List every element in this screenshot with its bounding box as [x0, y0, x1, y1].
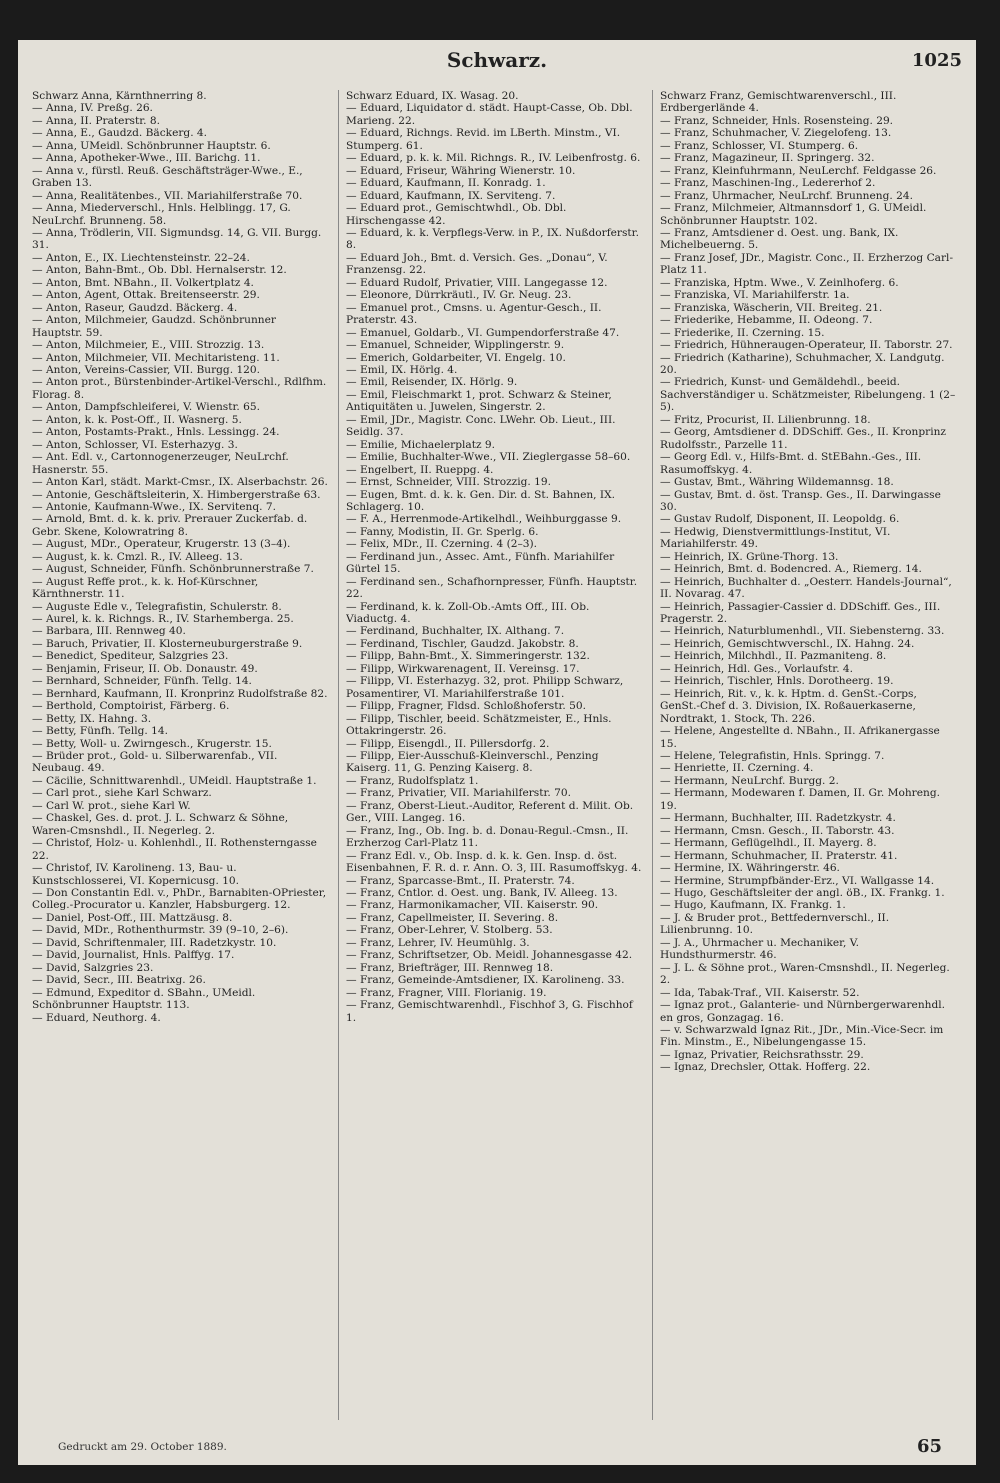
directory-entry: — Franz, Oberst-Lieut.-Auditor, Referent d. Milit. Ob. Ger., VIII. Langeg. 16. [346, 799, 634, 825]
directory-entry: — Franziska, Wäscherin, VII. Breiteg. 21. [660, 301, 883, 314]
directory-entry: — Franz, Ober-Lehrer, V. Stolberg. 53. [346, 924, 553, 937]
directory-entry: — Hermann, Modewaren f. Damen, II. Gr. Mohreng. 19. [660, 787, 940, 812]
directory-entry: — Brüder prot., Gold- u. Silberwarenfab., VII. Neubaug. 49. [32, 750, 278, 775]
directory-entry: — Eduard Rudolf, Privatier, VIII. Langegasse 12. [346, 276, 608, 289]
directory-entry: — Anna, Trödlerin, VII. Sigmundsg. 14, G. VII. Burgg. 31. [32, 226, 322, 252]
directory-entry: — Anna, Miederverschl., Hnls. Helblingg. 17, G. NeuLrchf. Brunneng. 58. [32, 202, 291, 227]
directory-entry: — Anna v., fürstl. Reuß. Geschäftsträger-Wwe., E., Graben 13. [32, 164, 303, 190]
directory-entry: — Bernhard, Schneider, Fünfh. Tellg. 14. [32, 675, 252, 688]
directory-entry: — Emerich, Goldarbeiter, VI. Engelg. 10. [346, 351, 566, 364]
directory-entry: — Franz, Schneider, Hnls. Rosensteing. 29. [660, 114, 894, 127]
directory-entry: — Emanuel, Schneider, Wipplingerstr. 9. [346, 339, 565, 352]
directory-entry: — Filipp, Wirkwarenagent, II. Vereinsg. 17. [346, 662, 580, 675]
directory-entry: — Baruch, Privatier, II. Klosterneuburgerstraße 9. [32, 637, 303, 650]
directory-entry: — Franz, Schriftsetzer, Ob. Meidl. Johannesgasse 42. [346, 949, 633, 962]
directory-entry: — Engelbert, II. Rueppg. 4. [346, 463, 494, 476]
directory-entry: — Anton, E., IX. Liechtensteinstr. 22–24. [32, 251, 250, 264]
page-header [18, 48, 976, 80]
directory-entry: — Friederike, II. Czerning. 15. [660, 326, 825, 339]
directory-entry: — August, Schneider, Fünfh. Schönbrunnerstraße 7. [32, 563, 314, 576]
directory-entry: — Eleonore, Dürrkräutl., IV. Gr. Neug. 23. [346, 289, 572, 302]
directory-entry: — Emanuel prot., Cmsns. u. Agentur-Gesch., II. Praterstr. 43. [346, 301, 602, 327]
directory-entry: — Carl prot., siehe Karl Schwarz. [32, 787, 212, 800]
directory-entry: — Anton, Dampfschleiferei, V. Wienstr. 65. [32, 401, 260, 414]
directory-entry: — Eduard, Liquidator d. städt. Haupt-Casse, Ob. Dbl. Marieng. 22. [346, 102, 633, 127]
directory-entry: — F. A., Herrenmode-Artikelhdl., Weihburggasse 9. [346, 513, 622, 526]
directory-entry: — Heinrich, Hdl. Ges., Vorlaufstr. 4. [660, 662, 854, 675]
running-title: Schwarz. [446, 48, 548, 72]
directory-entry: — Franz, Schlosser, VI. Stumperg. 6. [660, 139, 859, 152]
directory-entry: — J. L. & Söhne prot., Waren-Cmsnshdl., II. Negerleg. 2. [660, 961, 950, 987]
directory-entry: — Antonie, Kaufmann-Wwe., IX. Servitenq. 7. [32, 500, 276, 513]
directory-entry: — Barbara, III. Rennweg 40. [32, 625, 186, 638]
directory-entry: — Anna, Apotheker-Wwe., III. Barichg. 11. [32, 152, 261, 165]
directory-entry: — Edmund, Expeditor d. SBahn., UMeidl. Schönbrunner Hauptstr. 113. [32, 986, 256, 1012]
directory-entry: — Gustav, Bmt., Währing Wildemannsg. 18. [660, 476, 894, 489]
directory-entry: — Helene, Angestellte d. NBahn., II. Afrikanergasse 15. [660, 725, 940, 750]
directory-entry: — Hermine, IX. Währingerstr. 46. [660, 862, 840, 875]
directory-entry: — Anna, Realitätenbes., VII. Mariahilferstraße 70. [32, 189, 303, 202]
directory-entry: — Franz, Amtsdiener d. Oest. ung. Bank, IX. Michelbeuerng. 5. [660, 226, 899, 252]
directory-entry: — Eduard, Friseur, Währing Wienerstr. 10. [346, 164, 576, 177]
directory-entry: — Hermann, Schuhmacher, II. Praterstr. 41. [660, 849, 898, 862]
print-date: Gedruckt am 29. October 1889. [58, 1441, 227, 1453]
directory-entry: — Antonie, Geschäftsleiterin, X. Himbergerstraße 63. [32, 488, 321, 501]
directory-entry: — Hedwig, Dienstvermittlungs-Institut, VI. Mariahilferstr. 49. [660, 525, 891, 551]
directory-entry: — Aurel, k. k. Richngs. R., IV. Starhemberga. 25. [32, 613, 294, 626]
directory-entry: — Eduard, Kaufmann, II. Konradg. 1. [346, 177, 546, 190]
directory-entry: — Georg, Amtsdiener d. DDSchiff. Ges., II. Kronprinz Rudolfsstr., Parzelle 11. [660, 426, 946, 451]
directory-entry: — Friedrich (Katharine), Schuhmacher, X. Landgutg. 20. [660, 351, 945, 376]
directory-entry: — Eduard, k. k. Verpflegs-Verw. in P., IX. Nußdorferstr. 8. [346, 226, 639, 252]
directory-entry: — Gustav, Bmt. d. öst. Transp. Ges., II. Darwingasse 30. [660, 488, 941, 513]
directory-entry: — August, k. k. Cmzl. R., IV. Alleeg. 13. [32, 550, 243, 563]
directory-entry: — Eduard, p. k. k. Mil. Richngs. R., IV. Leibenfrostg. 6. [346, 152, 641, 165]
directory-entry: — Benedict, Spediteur, Salzgries 23. [32, 650, 229, 663]
directory-entry: — Ferdinand, Buchhalter, IX. Althang. 7. [346, 625, 565, 638]
directory-entry: — David, Salzgries 23. [32, 961, 154, 974]
directory-entry: — Emanuel, Goldarb., VI. Gumpendorferstraße 47. [346, 326, 620, 339]
directory-entry: — Ferdinand, Tischler, Gaudzd. Jakobstr. 8. [346, 637, 579, 650]
directory-entry: — Franz, Fragner, VIII. Florianig. 19. [346, 986, 547, 999]
directory-entry: — Ida, Tabak-Traf., VII. Kaiserstr. 52. [660, 986, 860, 999]
directory-entry: — David, Schriftenmaler, III. Radetzkystr. 10. [32, 936, 277, 949]
directory-entry: — Filipp, Eisengdl., II. Pillersdorfg. 2. [346, 737, 550, 750]
directory-entry: — Hugo, Geschäftsleiter der angl. öB., IX. Frankg. 1. [660, 887, 945, 899]
directory-entry: — Eduard, Neuthorg. 4. [32, 1011, 161, 1024]
directory-entry: — Heinrich, IX. Grüne-Thorg. 13. [660, 550, 839, 563]
column-divider [338, 90, 339, 1420]
directory-entry: — Anton, Vereins-Cassier, VII. Burgg. 120. [32, 363, 261, 376]
directory-entry: — Emil, JDr., Magistr. Conc. LWehr. Ob. Lieut., III. Seidlg. 37. [346, 413, 616, 439]
directory-entry: — Ignaz, Privatier, Reichsrathsstr. 29. [660, 1048, 864, 1061]
directory-entry: — Anton, Milchmeier, E., VIII. Strozzig. 13. [32, 339, 265, 352]
directory-entry: — Eduard prot., Gemischtwhdl., Ob. Dbl. Hirschengasse 42. [346, 202, 567, 227]
directory-entry: — August Reffe prot., k. k. Hof-Kürschner, Kärnthnerstr. 11. [32, 575, 259, 601]
directory-entry: — Filipp, Fragner, Fldsd. Schloßhoferstr. 50. [346, 700, 586, 713]
directory-entry: — Don Constantin Edl. v., PhDr., Barnabiten-OPriester, Colleg.-Procurator u. Kanzler, Habsburgerg. 12. [32, 887, 327, 912]
directory-entry: — Heinrich, Bmt. d. Bodencred. A., Riemerg. 14. [660, 563, 922, 576]
directory-entry: — Bernhard, Kaufmann, II. Kronprinz Rudolfstraße 82. [32, 687, 328, 700]
directory-entry: — Georg Edl. v., Hilfs-Bmt. d. StEBahn.-Ges., III. Rasumoffskyg. 4. [660, 451, 922, 476]
directory-entry: — Franz, Gemischtwarenhdl., Fischhof 3, G. Fischhof 1. [346, 999, 633, 1024]
directory-entry: — Franz Josef, JDr., Magistr. Conc., II. Erzherzog Carl-Platz 11. [660, 251, 954, 277]
sheet-number: 65 [916, 1436, 942, 1457]
directory-entry: — Franz, Cntlor. d. Oest. ung. Bank, IV. Alleeg. 13. [346, 887, 618, 899]
directory-entry: — David, Secr., III. Beatrixg. 26. [32, 974, 206, 987]
directory-entry: — Filipp, Bahn-Bmt., X. Simmeringerstr. 132. [346, 650, 590, 663]
column-divider [652, 90, 653, 1420]
page-number: 1025 [911, 50, 962, 71]
directory-entry: — Anton, k. k. Post-Off., II. Wasnerg. 5. [32, 413, 242, 426]
column-3 [660, 90, 956, 1430]
directory-entry: — Anton prot., Bürstenbinder-Artikel-Verschl., Rdlfhm. Florag. 8. [32, 376, 327, 401]
directory-entry: — Anna, II. Praterstr. 8. [32, 114, 160, 127]
directory-entry: — Anton Karl, städt. Markt-Cmsr., IX. Alserbachstr. 26. [32, 476, 328, 489]
directory-entry: Schwarz Anna, Kärnthnerring 8. [32, 90, 207, 102]
directory-entry: — Ferdinand, k. k. Zoll-Ob.-Amts Off., III. Ob. Viaductg. 4. [346, 600, 590, 626]
directory-entry: — Franz, Gemeinde-Amtsdiener, IX. Karolineng. 33. [346, 974, 625, 987]
directory-entry: — Anton, Raseur, Gaudzd. Bäckerg. 4. [32, 301, 238, 314]
directory-entry: Schwarz Franz, Gemischtwarenverschl., III. Erdbergerlände 4. [660, 90, 897, 115]
directory-entry: — Franz, Privatier, VII. Mariahilferstr. 70. [346, 787, 571, 800]
directory-entry: — Betty, IX. Hahng. 3. [32, 712, 152, 725]
directory-entry: — Eduard, Kaufmann, IX. Serviteng. 7. [346, 189, 556, 202]
directory-entry: — Heinrich, Gemischtwverschl., IX. Hahng. 24. [660, 637, 915, 650]
directory-entry: — Heinrich, Buchhalter d. „Oesterr. Handels-Journal“, II. Novarag. 47. [660, 575, 952, 601]
directory-entry: — Emil, Reisender, IX. Hörlg. 9. [346, 376, 518, 389]
directory-columns [32, 90, 962, 1430]
directory-entry: — Cäcilie, Schnittwarenhdl., UMeidl. Hauptstraße 1. [32, 774, 317, 787]
directory-entry: — Franz, Milchmeier, Altmannsdorf 1, G. UMeidl. Schönbrunner Hauptstr. 102. [660, 202, 927, 227]
directory-entry: — Eduard Joh., Bmt. d. Versich. Ges. „Donau“, V. Franzensg. 22. [346, 251, 608, 277]
directory-entry: — Friedrich, Hühneraugen-Operateur, II. Taborstr. 27. [660, 339, 953, 352]
directory-entry: Schwarz Eduard, IX. Wasag. 20. [346, 90, 519, 102]
directory-entry: — Filipp, Tischler, beeid. Schätzmeister, E., Hnls. Ottakringerstr. 26. [346, 712, 612, 738]
directory-entry: — Anton, Milchmeier, VII. Mechitaristeng. 11. [32, 351, 280, 364]
directory-entry: — Anton, Agent, Ottak. Breitenseerstr. 29. [32, 289, 260, 302]
directory-entry: — Emilie, Michaelerplatz 9. [346, 438, 496, 451]
directory-entry: — Anna, UMeidl. Schönbrunner Hauptstr. 6. [32, 139, 271, 152]
directory-entry: — Eugen, Bmt. d. k. k. Gen. Dir. d. St. Bahnen, IX. Schlagerg. 10. [346, 488, 616, 513]
directory-entry: — Emil, IX. Hörlg. 4. [346, 363, 458, 376]
directory-entry: — Anton, Milchmeier, Gaudzd. Schönbrunner Hauptstr. 59. [32, 314, 276, 339]
directory-entry: — Hermann, Buchhalter, III. Radetzkystr. 4. [660, 812, 896, 825]
directory-entry: — Heinrich, Tischler, Hnls. Dorotheerg. 19. [660, 675, 894, 688]
directory-entry: — Chaskel, Ges. d. prot. J. L. Schwarz & Söhne, Waren-Cmsnshdl., II. Negerleg. 2. [32, 812, 289, 837]
directory-entry: — Ant. Edl. v., Cartonnogenerzeuger, NeuLrchf. Hasnerstr. 55. [32, 451, 289, 476]
directory-entry: — Filipp, VI. Esterhazyg. 32, prot. Philipp Schwarz, Posamentirer, VI. Mariahilferstraße 101. [346, 675, 624, 700]
directory-entry: — Ferdinand jun., Assec. Amt., Fünfh. Mariahilfer Gürtel 15. [346, 550, 615, 576]
directory-entry: — Fritz, Procurist, II. Lilienbrunng. 18. [660, 413, 871, 426]
directory-entry: — Auguste Edle v., Telegrafistin, Schulerstr. 8. [32, 600, 282, 613]
directory-entry: — Franz Edl. v., Ob. Insp. d. k. k. Gen. Insp. d. öst. Eisenbahnen, F. R. d. r. Ann. O. 3, III. Rasumoffskyg. 4. [346, 849, 642, 875]
directory-entry: — Friederike, Hebamme, II. Odeong. 7. [660, 314, 873, 327]
directory-entry: — Anton, Bahn-Bmt., Ob. Dbl. Hernalserstr. 12. [32, 264, 287, 277]
directory-entry: — Franz, Briefträger, III. Rennweg 18. [346, 961, 554, 974]
directory-entry: — Ferdinand sen., Schafhornpresser, Fünfh. Hauptstr. 22. [346, 575, 638, 601]
directory-entry: — Hugo, Kaufmann, IX. Frankg. 1. [660, 899, 846, 912]
directory-entry: — Gustav Rudolf, Disponent, II. Leopoldg. 6. [660, 513, 900, 526]
directory-entry: — Benjamin, Friseur, II. Ob. Donaustr. 49. [32, 662, 258, 675]
directory-entry: — Eduard, Richngs. Revid. im LBerth. Minstm., VI. Stumperg. 61. [346, 127, 621, 152]
directory-entry: — Friedrich, Kunst- und Gemäldehdl., beeid. Sachverständiger u. Schätzmeister, Ribelungeng. 1 (2–5). [660, 376, 956, 414]
directory-entry: — Carl W. prot., siehe Karl W. [32, 799, 191, 812]
directory-entry: — Betty, Fünfh. Tellg. 14. [32, 725, 168, 738]
directory-entry: — Franz, Magazineur, II. Springerg. 32. [660, 152, 875, 165]
directory-entry: — Hermann, Cmsn. Gesch., II. Taborstr. 43. [660, 824, 895, 837]
directory-entry: — Franz, Sparcasse-Bmt., II. Praterstr. 74. [346, 874, 575, 887]
directory-entry: — Franz, Rudolfsplatz 1. [346, 774, 479, 787]
directory-entry: — Franz, Capellmeister, II. Severing. 8. [346, 911, 559, 924]
directory-entry: — Christof, Holz- u. Kohlenhdl., II. Rothensterngasse 22. [32, 837, 317, 862]
directory-entry: — Hermine, Strumpfbänder-Erz., VI. Wallgasse 14. [660, 874, 935, 887]
directory-entry: — Anton, Bmt. NBahn., II. Volkertplatz 4. [32, 276, 254, 289]
directory-entry: — Franziska, VI. Mariahilferstr. 1a. [660, 289, 850, 302]
directory-entry: — Berthold, Comptoirist, Färberg. 6. [32, 700, 230, 713]
directory-entry: — Fanny, Modistin, II. Gr. Sperlg. 6. [346, 525, 539, 538]
directory-entry: — J. A., Uhrmacher u. Mechaniker, V. Hundsthurmerstr. 46. [660, 936, 859, 962]
directory-entry: — Daniel, Post-Off., III. Mattzäusg. 8. [32, 911, 233, 924]
directory-entry: — Anna, IV. Preßg. 26. [32, 102, 153, 115]
directory-entry: — v. Schwarzwald Ignaz Rit., JDr., Min.-Vice-Secr. im Fin. Minstm., E., Nibelungengasse 15. [660, 1023, 944, 1049]
directory-entry: — Franz, Kleinfuhrmann, NeuLerchf. Feldgasse 26. [660, 164, 937, 177]
directory-entry: — Anton, Postamts-Prakt., Hnls. Lessingg. 24. [32, 426, 280, 439]
directory-entry: — Christof, IV. Karolineng. 13, Bau- u. Kunstschlosserei, VI. Kopernicusg. 10. [32, 862, 240, 887]
directory-entry: — Heinrich, Milchhdl., II. Pazmaniteng. 8. [660, 650, 887, 663]
directory-entry: — Emil, Fleischmarkt 1, prot. Schwarz & Steiner, Antiquitäten u. Juwelen, Singerstr. 2. [346, 388, 612, 414]
directory-entry: — Anton, Schlosser, VI. Esterhazyg. 3. [32, 438, 238, 451]
directory-entry: — August, MDr., Operateur, Krugerstr. 13 (3–4). [32, 538, 291, 551]
directory-entry: — David, Journalist, Hnls. Palffyg. 17. [32, 949, 235, 962]
directory-entry: — Arnold, Bmt. d. k. k. priv. Prerauer Zuckerfab. d. Gebr. Skene, Kolowratring 8. [32, 513, 308, 538]
directory-entry: — Ignaz, Drechsler, Ottak. Hofferg. 22. [660, 1061, 871, 1074]
directory-entry: — Hermann, Geflügelhdl., II. Mayerg. 8. [660, 837, 877, 850]
column-2 [346, 90, 642, 1430]
directory-entry: — Franz, Harmonikamacher, VII. Kaiserstr. 90. [346, 899, 599, 912]
directory-entry: — Ignaz prot., Galanterie- und Nürnbergerwarenhdl. en gros, Gonzagag. 16. [660, 999, 946, 1024]
directory-entry: — Felix, MDr., II. Czerning. 4 (2–3). [346, 538, 538, 551]
directory-entry: — Helene, Telegrafistin, Hnls. Springg. 7. [660, 750, 885, 763]
directory-entry: — Heinrich, Rit. v., k. k. Hptm. d. GenSt.-Corps, GenSt.-Chef d. 3. Division, IX. Roßauerkaserne, Nordtrakt, 1. Stock, Th. 226. [660, 687, 917, 725]
directory-entry: — Filipp, Eier-Ausschuß-Kleinverschl., Penzing Kaiserg. 11, G. Penzing Kaiserg. 8. [346, 750, 599, 775]
directory-entry: — Betty, Woll- u. Zwirngesch., Krugerstr. 15. [32, 737, 272, 750]
column-1 [32, 90, 328, 1430]
directory-entry: — Ernst, Schneider, VIII. Strozzig. 19. [346, 476, 551, 489]
directory-entry: — J. & Bruder prot., Bettfedernverschl., II. Lilienbrunng. 10. [660, 911, 890, 937]
directory-entry: — David, MDr., Rothenthurmstr. 39 (9–10, 2–6). [32, 924, 289, 937]
directory-entry: — Franziska, Hptm. Wwe., V. Zeinlhoferg. 6. [660, 276, 899, 289]
directory-entry: — Henriette, II. Czerning. 4. [660, 762, 814, 775]
directory-entry: — Franz, Uhrmacher, NeuLrchf. Brunneng. 24. [660, 189, 913, 202]
directory-entry: — Emilie, Buchhalter-Wwe., VII. Zieglergasse 58–60. [346, 451, 631, 464]
directory-entry: — Heinrich, Passagier-Cassier d. DDSchiff. Ges., III. Pragerstr. 2. [660, 600, 941, 626]
directory-entry: — Franz, Lehrer, IV. Heumühlg. 3. [346, 936, 530, 949]
directory-entry: — Heinrich, Naturblumenhdl., VII. Siebensterng. 33. [660, 625, 945, 638]
directory-entry: — Anna, E., Gaudzd. Bäckerg. 4. [32, 127, 208, 140]
directory-entry: — Franz, Ing., Ob. Ing. b. d. Donau-Regul.-Cmsn., II. Erzherzog Carl-Platz 11. [346, 824, 629, 850]
directory-entry: — Franz, Maschinen-Ing., Ledererhof 2. [660, 177, 876, 190]
directory-page [18, 40, 976, 1465]
directory-entry: — Franz, Schuhmacher, V. Ziegelofeng. 13. [660, 127, 892, 140]
directory-entry: — Hermann, NeuLrchf. Burgg. 2. [660, 774, 839, 787]
